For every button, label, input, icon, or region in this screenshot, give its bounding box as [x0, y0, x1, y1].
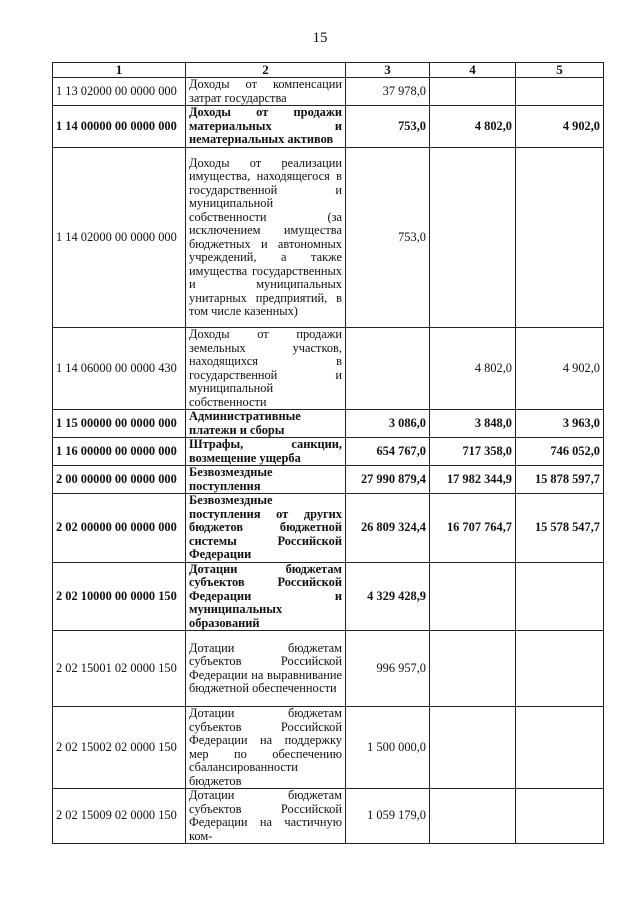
row-value-3: 753,0 — [346, 148, 430, 328]
row-code: 1 14 02000 00 0000 000 — [53, 148, 186, 328]
row-value-3: 27 990 879,4 — [346, 466, 430, 494]
row-value-5 — [516, 789, 604, 844]
row-code: 1 16 00000 00 0000 000 — [53, 438, 186, 466]
row-name: Доходы от компенсации затрат государства — [186, 78, 346, 106]
row-value-4: 16 707 764,7 — [430, 494, 516, 563]
row-code: 1 14 06000 00 0000 430 — [53, 328, 186, 410]
row-value-3 — [346, 328, 430, 410]
budget-table — [52, 62, 604, 844]
row-value-3: 3 086,0 — [346, 410, 430, 438]
col-header-3: 3 — [346, 63, 430, 78]
col-header-2: 2 — [186, 63, 346, 78]
row-value-5: 15 878 597,7 — [516, 466, 604, 494]
row-value-4: 4 802,0 — [430, 106, 516, 148]
row-value-4: 4 802,0 — [430, 328, 516, 410]
row-value-4 — [430, 562, 516, 631]
table-row — [53, 631, 604, 707]
col-header-1: 1 — [53, 63, 186, 78]
row-name: Безвозмездные поступления — [186, 466, 346, 494]
row-name: Административные платежи и сборы — [186, 410, 346, 438]
row-value-3: 1 500 000,0 — [346, 707, 430, 789]
table-row — [53, 410, 604, 438]
col-header-4: 4 — [430, 63, 516, 78]
row-value-3: 996 957,0 — [346, 631, 430, 707]
row-value-5 — [516, 78, 604, 106]
row-value-4 — [430, 148, 516, 328]
table-row — [53, 562, 604, 631]
table-row — [53, 148, 604, 328]
table-row — [53, 78, 604, 106]
row-name: Дотации бюджетам субъектов Российской Федерации на выравнивание бюджетной обеспеченности — [186, 631, 346, 707]
row-name: Доходы от реализации имущества, находящегося в государственной и муниципальной собственности (за исключением имущества бюджетных и автономных учреждений, а также имущества государственных и муниципальных унитарных предприятий, в том числе казенных) — [186, 148, 346, 328]
row-name: Штрафы, санкции, возмещение ущерба — [186, 438, 346, 466]
col-header-5: 5 — [516, 63, 604, 78]
row-code: 1 15 00000 00 0000 000 — [53, 410, 186, 438]
table-row — [53, 707, 604, 789]
table-row — [53, 789, 604, 844]
row-code: 2 02 15001 02 0000 150 — [53, 631, 186, 707]
row-value-3: 26 809 324,4 — [346, 494, 430, 563]
row-name: Доходы от продажи материальных и нематериальных активов — [186, 106, 346, 148]
row-value-5: 4 902,0 — [516, 328, 604, 410]
table-row — [53, 494, 604, 563]
row-name: Дотации бюджетам субъектов Российской Федерации на поддержку мер по обеспечению сбалансированности бюджетов — [186, 707, 346, 789]
page-number: 15 — [312, 30, 328, 46]
row-value-3: 753,0 — [346, 106, 430, 148]
row-value-5 — [516, 148, 604, 328]
table-row — [53, 328, 604, 410]
table-row — [53, 106, 604, 148]
row-code: 2 02 10000 00 0000 150 — [53, 562, 186, 631]
row-value-4: 17 982 344,9 — [430, 466, 516, 494]
row-value-5: 746 052,0 — [516, 438, 604, 466]
row-value-4 — [430, 789, 516, 844]
row-value-3: 1 059 179,0 — [346, 789, 430, 844]
row-value-4 — [430, 78, 516, 106]
header-row — [53, 63, 604, 78]
row-value-5 — [516, 631, 604, 707]
row-value-3: 4 329 428,9 — [346, 562, 430, 631]
row-value-5 — [516, 707, 604, 789]
row-code: 2 02 15009 02 0000 150 — [53, 789, 186, 844]
row-value-3: 37 978,0 — [346, 78, 430, 106]
row-name: Дотации бюджетам субъектов Российской Федерации на частичную ком- — [186, 789, 346, 844]
row-value-4: 717 358,0 — [430, 438, 516, 466]
row-code: 2 02 00000 00 0000 000 — [53, 494, 186, 563]
row-value-5: 3 963,0 — [516, 410, 604, 438]
row-value-4 — [430, 631, 516, 707]
row-code: 1 13 02000 00 0000 000 — [53, 78, 186, 106]
row-code: 2 00 00000 00 0000 000 — [53, 466, 186, 494]
row-code: 2 02 15002 02 0000 150 — [53, 707, 186, 789]
table-row — [53, 438, 604, 466]
row-value-5: 15 578 547,7 — [516, 494, 604, 563]
row-value-4: 3 848,0 — [430, 410, 516, 438]
row-name: Доходы от продажи земельных участков, находящихся в государственной и муниципальной собственности — [186, 328, 346, 410]
row-name: Безвозмездные поступления от других бюджетов бюджетной системы Российской Федерации — [186, 494, 346, 563]
row-value-5: 4 902,0 — [516, 106, 604, 148]
row-code: 1 14 00000 00 0000 000 — [53, 106, 186, 148]
row-value-4 — [430, 707, 516, 789]
row-value-3: 654 767,0 — [346, 438, 430, 466]
row-value-5 — [516, 562, 604, 631]
table-row — [53, 466, 604, 494]
row-name: Дотации бюджетам субъектов Российской Федерации и муниципальных образований — [186, 562, 346, 631]
